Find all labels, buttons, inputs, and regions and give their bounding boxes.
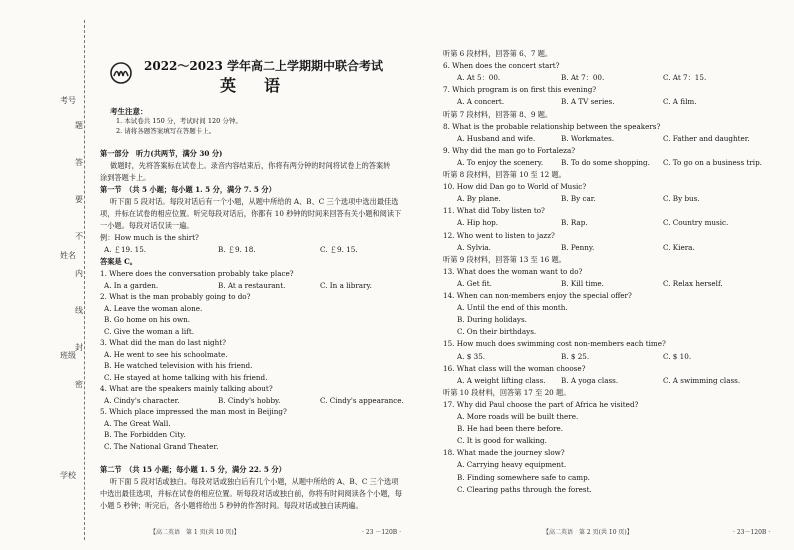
answer-option: B. The Forbidden City. xyxy=(104,430,186,439)
answer-option: C. Clearing paths through the forest. xyxy=(457,484,592,494)
seal-line xyxy=(84,20,85,540)
answer-option: A. To enjoy the scenery. xyxy=(457,157,544,167)
answer-option: C. A film. xyxy=(663,97,697,107)
example-question: 例：How much is the shirt? xyxy=(100,233,199,242)
answer-option: C. $ 10. xyxy=(663,351,692,361)
question-stem: 5. Which place impressed the man most in Beijing? xyxy=(100,407,287,416)
answer-option: B. At 7：00. xyxy=(561,73,605,83)
footer-code: · 23 －120B · xyxy=(362,529,402,536)
answer-option: B. Penny. xyxy=(561,242,595,252)
answer-option: A. Until the end of this month. xyxy=(457,303,568,313)
part1-intro-line: 听下面 5 段对话。每段对话后有一个小题，从题中所给的 A、B、C 三个选项中选出最佳选 xyxy=(110,197,399,206)
example-option: B. ￡9. 18. xyxy=(218,245,256,254)
answer-option: B. Kill time. xyxy=(561,278,604,288)
footer-page-label: 【高二英语 第 2 页(共 10 页)】 xyxy=(543,529,633,536)
answer-option: B. Go home on his own. xyxy=(104,315,191,324)
answer-option: C. He stayed at home talking with his friend. xyxy=(104,372,268,382)
answer-option: B. At a restaurant. xyxy=(218,280,286,290)
question-stem: 16. What class will the woman choose? xyxy=(443,363,586,373)
answer-option: A. More roads will be built there. xyxy=(457,412,579,421)
question-stem: 7. Which program is on first this evening? xyxy=(443,85,597,95)
question-stem: 17. Why did Paul choose the part of Africa he visited? xyxy=(443,399,639,409)
answer-option: C. Give the woman a lift. xyxy=(104,326,195,336)
answer-option: A. Carrying heavy equipment. xyxy=(457,460,567,470)
answer-option: B. Rap. xyxy=(561,218,588,228)
part2-intro-line: 小题 5 秒钟；听完后，各小题将给出 5 秒钟的作答时间。每段对话或独白读两遍。 xyxy=(100,501,363,510)
part2-heading: 第二节 （共 15 小题；每小题 1. 5 分，满分 22. 5 分） xyxy=(100,465,286,474)
material-heading: 听第 8 段材料，回答第 10 至 12 题。 xyxy=(443,170,566,179)
exam-title: 2022～2023 学年高二上学期期中联合考试 xyxy=(144,59,383,73)
question-stem: 10. How did Dan go to World of Music? xyxy=(443,182,587,192)
part1-intro-line: 一小题。每段对话仅读一遍。 xyxy=(100,221,194,230)
answer-option: A. $ 35. xyxy=(457,351,486,361)
answer-option: A. Leave the woman alone. xyxy=(104,303,203,313)
material-heading: 听第 10 段材料，回答第 17 至 20 题。 xyxy=(443,387,571,397)
label-name: 姓名 xyxy=(60,251,76,260)
answer-option: B. He watched television with his friend. xyxy=(104,361,253,370)
question-stem: 3. What did the man do last night? xyxy=(100,338,227,347)
answer-option: A. A concert. xyxy=(457,97,505,107)
answer-option: B. Cindy's hobby. xyxy=(218,395,281,405)
answer-option: A. At 5：00. xyxy=(457,73,501,83)
answer-option: A. Hip hop. xyxy=(457,218,499,228)
answer-option: C. Cindy's appearance. xyxy=(320,395,404,405)
example-option: C. ￡9. 15. xyxy=(320,245,358,254)
answer-option: C. On their birthdays. xyxy=(457,327,537,337)
question-stem: 4. What are the speakers mainly talking about? xyxy=(100,384,273,393)
part2-intro-line: 中选出最佳选项，并标在试卷的相应位置。听每段对话或独白前，你将有时间阅读各个小题，每 xyxy=(100,489,402,498)
answer-option: B. Finding somewhere safe to camp. xyxy=(457,472,590,482)
question-stem: 15. How much does swimming cost non-members each time? xyxy=(443,339,666,349)
answer-option: A. By plane. xyxy=(457,194,501,204)
notice-item: 1. 本试卷共 150 分，考试时间 120 分钟。 xyxy=(116,117,242,125)
part1-heading: 第一节 （共 5 小题；每小题 1. 5 分，满分 7. 5 分） xyxy=(100,185,276,194)
notice-title: 考生注意： xyxy=(110,107,148,116)
material-heading: 听第 7 段材料，回答第 8、9 题。 xyxy=(443,109,553,119)
answer-option: C. By bus. xyxy=(663,194,700,204)
answer-option: B. He had been there before. xyxy=(457,424,564,434)
material-heading: 听第 9 段材料，回答第 13 至 16 题。 xyxy=(443,254,566,264)
answer-option: C. Country music. xyxy=(663,218,729,228)
answer-option: A. Sylvia. xyxy=(457,242,491,252)
question-stem: 8. What is the probable relationship between the speakers? xyxy=(443,121,661,131)
answer-option: A. Get fit. xyxy=(457,278,492,288)
answer-option: B. $ 25. xyxy=(561,351,590,361)
label-class: 班级 xyxy=(60,351,76,360)
label-school: 学校 xyxy=(60,471,76,480)
example-option: A. ￡19. 15. xyxy=(104,245,147,254)
answer-option: A. In a garden. xyxy=(104,280,159,290)
answer-option: C. Kiera. xyxy=(663,242,695,252)
question-stem: 12. Who went to listen to jazz? xyxy=(443,230,555,240)
answer-option: C. To go on a business trip. xyxy=(663,157,762,167)
school-logo-icon xyxy=(110,62,132,84)
answer-option: A. Husband and wife. xyxy=(457,133,536,143)
part2-intro-line: 听下面 5 段对话或独白。每段对话或独白后有几个小题，从题中所给的 A、B、C 三个选项 xyxy=(110,477,399,486)
answer-option: C. Relax herself. xyxy=(663,278,723,288)
answer-option: B. Workmates. xyxy=(561,133,615,143)
section1-heading: 第一部分 听力(共两节，满分 30 分) xyxy=(100,149,223,158)
question-stem: 13. What does the woman want to do? xyxy=(443,266,583,276)
answer-option: B. To do some shopping. xyxy=(561,157,650,167)
answer-option: A. Cindy's character. xyxy=(104,395,180,405)
question-stem: 18. What made the journey slow? xyxy=(443,448,565,458)
answer-option: B. A yoga class. xyxy=(561,375,619,385)
section1-intro-line: 做题时，先将答案标在试卷上。录音内容结束后，你将有两分钟的时间将试卷上的答案转 xyxy=(110,161,391,170)
notice-item: 2. 请将各题答案填写在答题卡上。 xyxy=(116,127,216,135)
seal-text: 题 答 要 不 内 线 封 密 xyxy=(75,121,83,389)
question-stem: 1. Where does the conversation probably take place? xyxy=(100,269,294,278)
material-heading: 听第 6 段材料，回答第 6、7 题。 xyxy=(443,49,553,58)
subject-title: 英 语 xyxy=(220,76,287,95)
answer-option: C. The National Grand Theater. xyxy=(104,441,219,451)
answer-option: B. By car. xyxy=(561,194,596,204)
section1-intro-line: 涂到答题卡上。 xyxy=(100,173,151,182)
example-answer: 答案是 C。 xyxy=(100,257,137,266)
answer-option: A. He went to see his schoolmate. xyxy=(104,349,228,359)
answer-option: C. At 7：15. xyxy=(663,73,707,83)
question-stem: 6. When does the concert start? xyxy=(443,61,560,71)
part1-intro-line: 项，并标在试卷的相应位置。听完每段对话后，你都有 10 秒钟的时间来回答有关小题和阅读下 xyxy=(100,209,402,218)
answer-option: C. In a library. xyxy=(320,280,372,290)
question-stem: 14. When can non-members enjoy the special offer? xyxy=(443,291,632,300)
question-stem: 2. What is the man probably going to do? xyxy=(100,292,251,301)
answer-option: A. The Great Wall. xyxy=(104,418,171,428)
label-exam-number: 考号 xyxy=(60,96,76,105)
footer-page-label: 【高二英语 第 1 页(共 10 页)】 xyxy=(150,529,240,536)
answer-option: B. During holidays. xyxy=(457,315,527,325)
question-stem: 11. What did Toby listen to? xyxy=(443,206,545,216)
answer-option: C. Father and daughter. xyxy=(663,133,750,143)
footer-code: · 23－120B · xyxy=(733,529,771,536)
answer-option: A. A weight lifting class. xyxy=(457,375,546,385)
answer-option: C. It is good for walking. xyxy=(457,436,547,446)
answer-option: B. A TV series. xyxy=(561,97,615,107)
answer-option: C. A swimming class. xyxy=(663,375,741,385)
question-stem: 9. Why did the man go to Fortaleza? xyxy=(443,145,576,155)
binding-margin xyxy=(0,0,92,550)
